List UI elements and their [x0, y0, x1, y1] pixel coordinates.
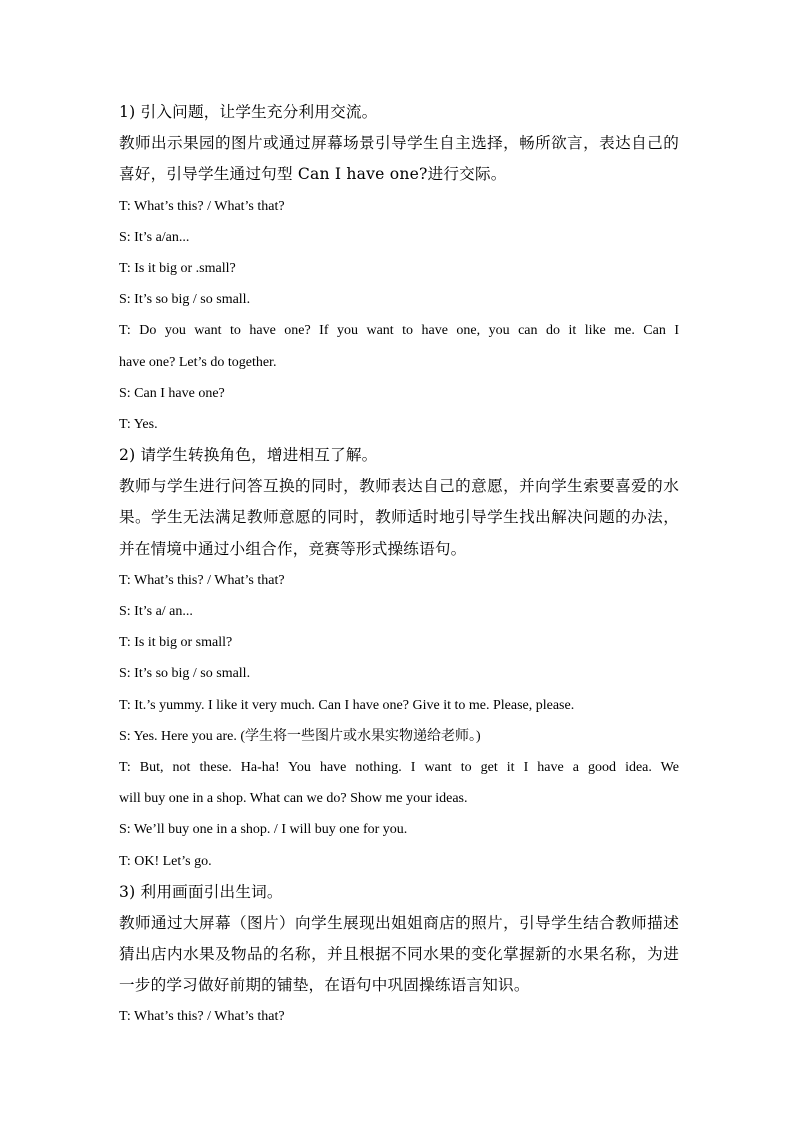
- dialogue-line: T: Do you want to have one? If you want to have one, you can do it like me. Can I: [119, 323, 679, 339]
- dialogue-line: T: What’s this? / What’s that?: [119, 198, 285, 214]
- dialogue-line: T: Yes.: [119, 416, 158, 432]
- paragraph-line: 1) 引入问题，让学生充分利用交流。: [119, 103, 378, 121]
- dialogue-line: have one? Let’s do together.: [119, 354, 277, 370]
- dialogue-line: T: Is it big or small?: [119, 635, 233, 651]
- dialogue-line: S: Can I have one?: [119, 385, 225, 401]
- dialogue-line: S: We’ll buy one in a shop. / I will buy one for you.: [119, 822, 408, 838]
- paragraph-line: 果。学生无法满足教师意愿的同时，教师适时地引导学生找出解决问题的办法，: [119, 508, 679, 527]
- dialogue-line: T: What’s this? / What’s that?: [119, 572, 285, 588]
- paragraph-line: 教师出示果园的图片或通过屏幕场景引导学生自主选择，畅所欲言，表达自己的: [119, 134, 679, 153]
- dialogue-line: will buy one in a shop. What can we do? Show me your ideas.: [119, 791, 468, 807]
- paragraph-line: 3) 利用画面引出生词。: [119, 882, 283, 901]
- paragraph-line: 教师通过大屏幕（图片）向学生展现出姐姐商店的照片，引导学生结合教师描述: [119, 913, 679, 932]
- paragraph-line: 喜好，引导学生通过句型 Can I have one?进行交际。: [119, 165, 507, 184]
- dialogue-line: S: It’s so big / so small.: [119, 292, 251, 308]
- paragraph-line: 2) 请学生转换角色，增进相互了解。: [119, 446, 378, 465]
- paragraph-line: 猜出店内水果及物品的名称，并且根据不同水果的变化掌握新的水果名称，为进: [119, 945, 679, 964]
- dialogue-line: S: It’s a/ an...: [119, 604, 193, 619]
- paragraph-line: 一步的学习做好前期的铺垫，在语句中巩固操练语言知识。: [119, 976, 530, 995]
- dialogue-line: T: What’s this? / What’s that?: [119, 1009, 285, 1025]
- dialogue-line: S: It’s a/an...: [119, 229, 190, 245]
- document-body: [119, 97, 679, 1033]
- paragraph-line: 教师与学生进行问答互换的同时，教师表达自己的意愿，并向学生索要喜爱的水: [119, 477, 679, 496]
- dialogue-line: T: Is it big or .small?: [119, 260, 236, 276]
- dialogue-line: T: OK! Let’s go.: [119, 853, 212, 869]
- dialogue-line: T: It.’s yummy. I like it very much. Can I have one? Give it to me. Please, please.: [119, 697, 575, 713]
- paragraph-line: 并在情境中通过小组合作，竞赛等形式操练语句。: [119, 539, 467, 558]
- dialogue-line: T: But, not these. Ha-ha! You have nothing. I want to get it I have a good idea. We: [119, 759, 679, 775]
- dialogue-line: S: Yes. Here you are. (学生将一些图片或水果实物递给老师。): [119, 728, 481, 744]
- dialogue-line: S: It’s so big / so small.: [119, 666, 251, 682]
